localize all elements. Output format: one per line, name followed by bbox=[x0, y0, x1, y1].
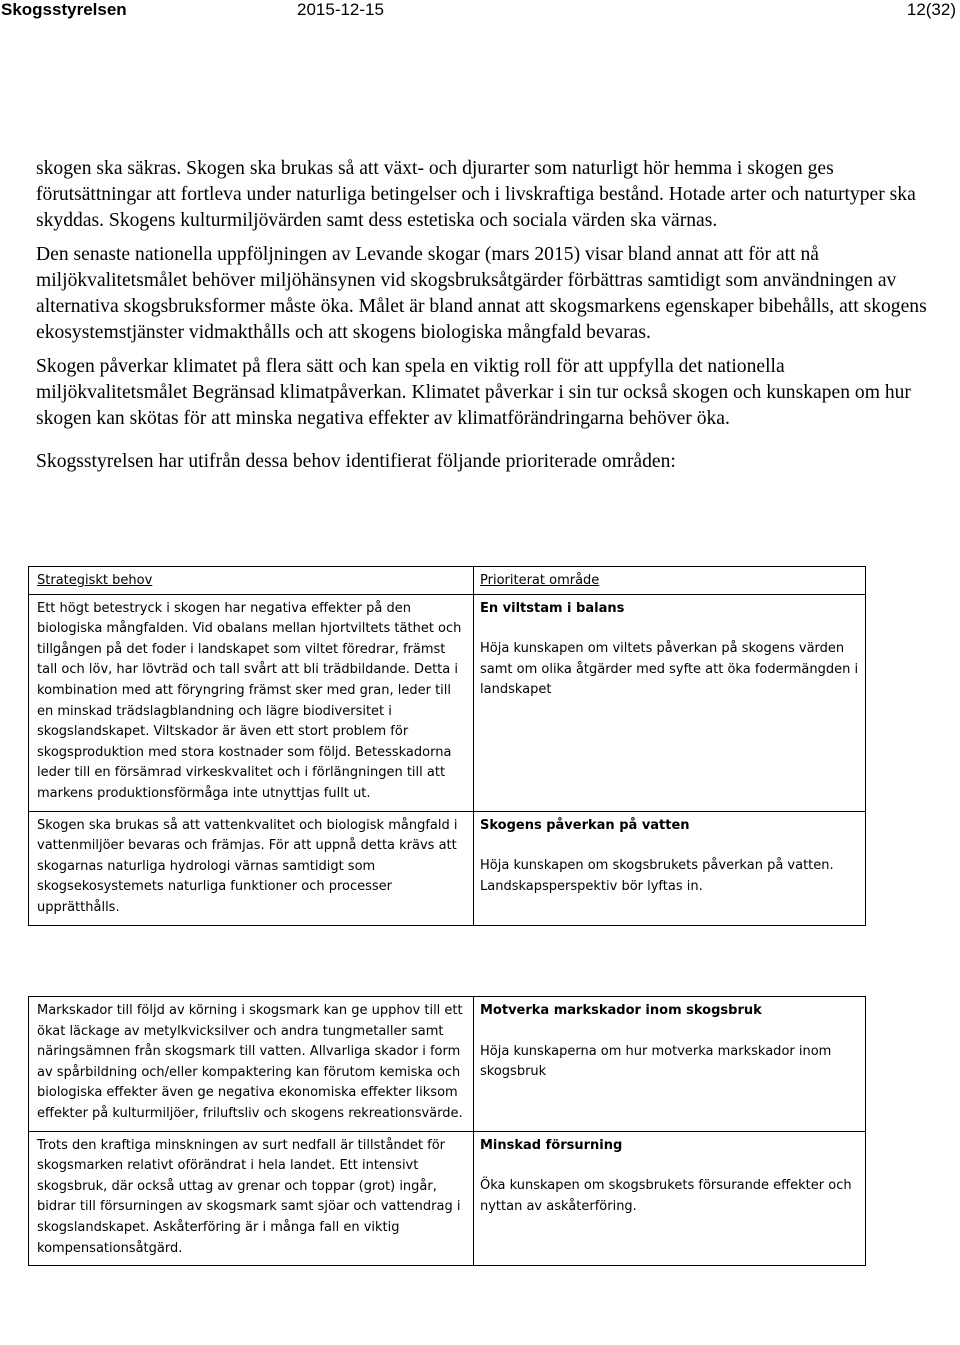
table-row bbox=[28, 996, 866, 1132]
priorities-table-continued bbox=[28, 996, 866, 1266]
need-text: Trots den kraftiga minskningen av surt nedfall är tillståndet för skogsmarken relativt oförändrat i hela landet. Ett intensivt skogsbruk, där också uttag av grenar och toppar (grot) ingår, bidrar till försurningen av skogsmark samt sjöar och vattendrag i skogslandskapet. Askåterföring är i många fall en viktig kompensationsåtgärd. bbox=[37, 1137, 461, 1256]
table-row bbox=[28, 812, 866, 926]
area-title: Motverka markskador inom skogsbruk bbox=[480, 1003, 762, 1018]
area-text: Höja kunskaperna om hur motverka markskador inom skogsbruk bbox=[480, 1043, 832, 1080]
need-text: Markskador till följd av körning i skogsmark kan ge upphov till ett ökat läckage av metylkvicksilver och andra tungmetaller samt näringsämnen från skogsmark till vatten. Allvarliga skador i form av spårbildning och/eller kompaktering kan förutom kemiska och biologiska effekter även ge negativa ekonomiska effekter liksom effekter på kulturmiljöer, friluftsliv och skogens rekreationsvärde. bbox=[37, 1003, 463, 1121]
priorities-table bbox=[28, 566, 866, 926]
paragraph: Skogen påverkar klimatet på flera sätt och kan spela en viktig roll för att uppfylla det nationella miljökvalitetsmålet Begränsad klimatpåverkan. Klimatet påverkar i sin tur också skogen och kunskapen om hur skogen kan skötas för att minska negativa effekter av klimatförändringarna behöver öka. bbox=[36, 356, 911, 429]
area-text: Öka kunskapen om skogsbrukets försurande effekter och nyttan av askåterföring. bbox=[480, 1178, 852, 1214]
table-row bbox=[28, 595, 866, 812]
area-text: Höja kunskapen om skogsbrukets påverkan på vatten. Landskapsperspektiv bör lyftas in. bbox=[480, 858, 834, 894]
column-header-label: Prioriterat område bbox=[480, 573, 600, 588]
body-text bbox=[36, 156, 936, 475]
need-text: Ett högt betestryck i skogen har negativa effekter på den biologiska mångfalden. Vid obalans mellan hjortviltets täthet och tillgången på det foder i landskapet som viltet föredrar, främst tall och löv, har lövträd och tall svårt att bli trädbildande. Detta i kombination med att föryngring främst sker med gran, leder till en minskad trädslagblandning och lägre biodiversitet i skogslandskapet. Viltskador är även ett stort problem för skogsproduktion med stora kostnader som följd. Betesskadorna leder till en försämrad virkeskvalitet och i förlängningen till att markens produktionsförmåga inte utnyttjas fullt ut. bbox=[37, 600, 462, 801]
header-organization: Skogsstyrelsen bbox=[1, 0, 127, 19]
column-header-area bbox=[474, 567, 865, 594]
paragraph: skogen ska säkras. Skogen ska brukas så att växt- och djurarter som naturligt hör hemma i skogen ges förutsättningar att fortleva under naturliga betingelser och i livskraftiga bestånd. Hotade arter och naturtyper ska skyddas. Skogens kulturmiljövärden samt dess estetiska och sociala värden ska värnas. bbox=[36, 158, 916, 231]
column-header-label: Strategiskt behov bbox=[37, 573, 153, 588]
need-cell bbox=[29, 1132, 474, 1266]
paragraph: Skogsstyrelsen har utifrån dessa behov identifierat följande prioriterade områden: bbox=[36, 451, 676, 472]
header-page-number: 12(32) bbox=[906, 0, 956, 19]
paragraph: Den senaste nationella uppföljningen av Levande skogar (mars 2015) visar bland annat att för att nå miljökvalitetsmålet behöver miljöhänsynen vid skogsbruksåtgärder förbättras samtidigt som användningen av alternativa skogsbruksformer måste öka. Målet är bland annat att skogsmarkens egenskaper bibehålls, att skogens ekosystemstjänster vidmakthålls och att skogens biologiska mångfald bevaras. bbox=[36, 244, 927, 343]
table-row bbox=[28, 1132, 866, 1267]
area-cell bbox=[474, 595, 865, 811]
area-title: Skogens påverkan på vatten bbox=[480, 817, 690, 833]
area-text: Höja kunskapen om viltets påverkan på skogens värden samt om olika åtgärder med syfte att öka fodermängden i landskapet bbox=[480, 641, 859, 698]
table-header-row bbox=[28, 566, 866, 595]
area-title: En viltstam i balans bbox=[480, 600, 625, 616]
page-header bbox=[0, 0, 960, 26]
need-cell bbox=[29, 595, 474, 811]
area-title: Minskad försurning bbox=[480, 1137, 623, 1153]
area-cell bbox=[474, 1132, 865, 1266]
area-cell bbox=[474, 812, 865, 925]
area-cell bbox=[474, 997, 865, 1131]
header-date: 2015-12-15 bbox=[297, 0, 384, 19]
need-cell bbox=[29, 812, 474, 925]
need-text: Skogen ska brukas så att vattenkvalitet och biologisk mångfald i vattenmiljöer bevaras och främjas. För att uppnå detta krävs att skogarnas naturliga hydrologi värnas samtidigt som skogsekosystemets naturliga funktioner och processer upprätthålls. bbox=[37, 817, 458, 915]
need-cell bbox=[29, 997, 474, 1131]
column-header-need bbox=[29, 567, 474, 594]
